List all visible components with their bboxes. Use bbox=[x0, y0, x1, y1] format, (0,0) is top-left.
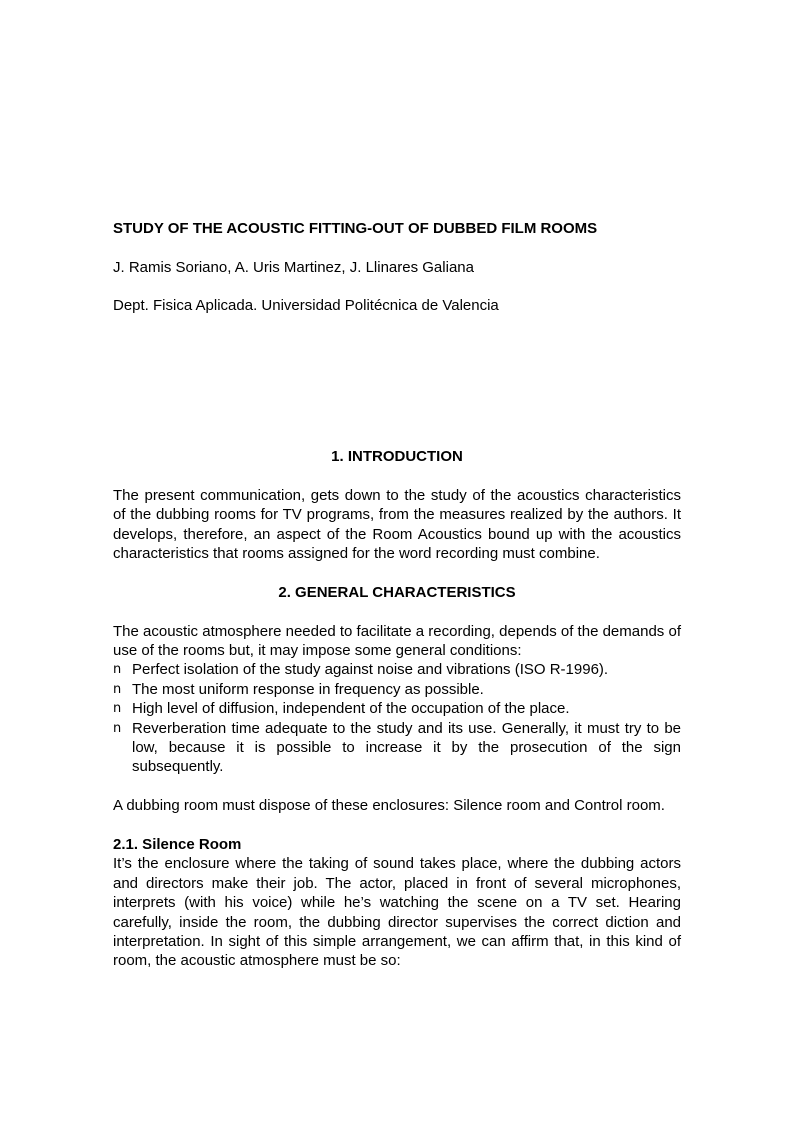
paper-affiliation: Dept. Fisica Aplicada. Universidad Politécnica de Valencia bbox=[113, 297, 499, 314]
list-item-text: The most uniform response in frequency as possible. bbox=[132, 680, 484, 698]
silence-room-paragraph: It’s the enclosure where the taking of sound takes place, where the dubbing actors and directors make their job. The actor, placed in front of several microphones, interprets (with his voice) while he’s watching the scene on a TV set. Hearing carefully, inside the room, the dubbing director supervises the correct diction and interpretation. In sight of this simple arrangement, we can affirm that, in this kind of room, the acoustic atmosphere must be so: bbox=[113, 855, 681, 970]
list-item bbox=[113, 680, 681, 699]
section-heading-introduction: 1. INTRODUCTION bbox=[331, 448, 463, 465]
document-body bbox=[113, 447, 681, 971]
list-item-text: Perfect isolation of the study against noise and vibrations (ISO R-1996). bbox=[132, 661, 609, 679]
section-heading-general: 2. GENERAL CHARACTERISTICS bbox=[278, 583, 516, 601]
subsection-heading-silence-room: 2.1. Silence Room bbox=[113, 836, 242, 854]
list-item bbox=[113, 699, 681, 718]
paper-authors: J. Ramis Soriano, A. Uris Martinez, J. Llinares Galiana bbox=[113, 259, 474, 276]
conditions-list bbox=[113, 660, 681, 776]
general-intro-paragraph: The acoustic atmosphere needed to facilitate a recording, depends of the demands of use of the rooms but, it may impose some general conditions: bbox=[113, 622, 681, 660]
enclosures-paragraph: A dubbing room must dispose of these enclosures: Silence room and Control room. bbox=[113, 797, 665, 815]
list-item bbox=[113, 719, 681, 777]
bullet-marker: n bbox=[113, 701, 122, 717]
list-item bbox=[113, 660, 681, 679]
list-item-text: High level of diffusion, independent of the occupation of the place. bbox=[132, 700, 570, 718]
introduction-paragraph: The present communication, gets down to the study of the acoustics characteristics of the dubbing rooms for TV programs, from the measures realized by the authors. It develops, therefore, an aspect of the Room Acoustics bound up with the acoustics characteristics that rooms assigned for the word recording must combine. bbox=[113, 486, 681, 563]
bullet-marker: n bbox=[113, 681, 122, 697]
paper-title: STUDY OF THE ACOUSTIC FITTING-OUT OF DUBBED FILM ROOMS bbox=[113, 220, 598, 237]
bullet-marker: n bbox=[113, 720, 122, 736]
bullet-marker: n bbox=[113, 662, 122, 678]
list-item-text: Reverberation time adequate to the study and its use. Generally, it must try to be low, because it is possible to increase it by the prosecution of the sign subsequently. bbox=[132, 719, 681, 776]
